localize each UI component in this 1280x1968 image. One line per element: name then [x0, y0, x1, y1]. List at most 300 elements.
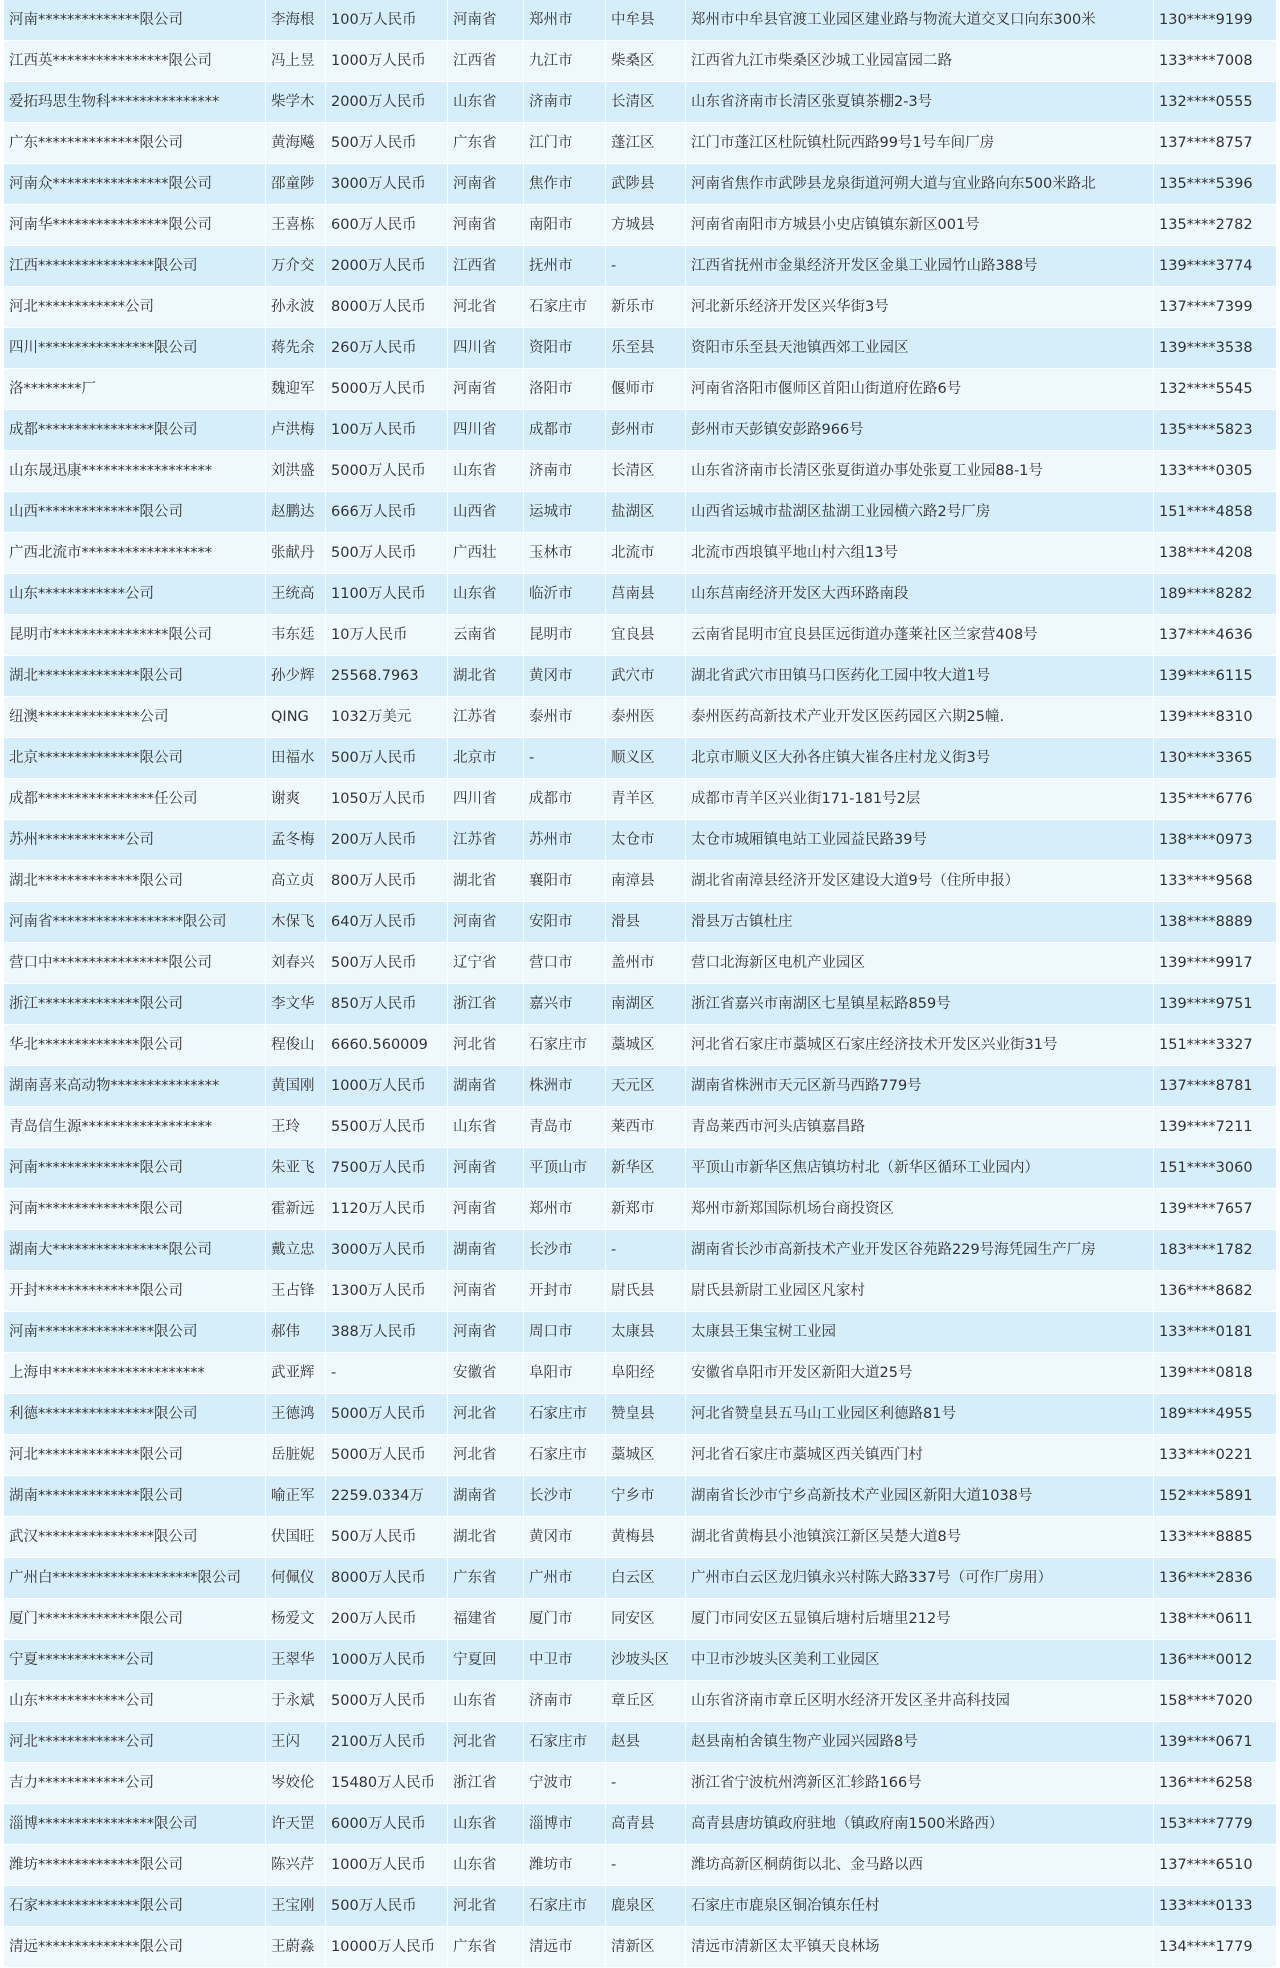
legal-representative-cell: 高立贞	[266, 861, 326, 902]
company-name-cell: 潍坊**************限公司	[4, 1845, 266, 1886]
table-row	[4, 738, 1276, 779]
district-cell: 柴桑区	[606, 41, 686, 82]
province-cell: 湖南省	[448, 1230, 524, 1271]
district-cell: 南漳县	[606, 861, 686, 902]
address-cell: 青岛莱西市河头店镇嘉昌路	[686, 1107, 1154, 1148]
city-cell: 青岛市	[524, 1107, 606, 1148]
legal-representative-cell: 武亚辉	[266, 1353, 326, 1394]
phone-cell: 139****7211	[1154, 1107, 1276, 1148]
legal-representative-cell: 谢爽	[266, 779, 326, 820]
province-cell: 河北省	[448, 1025, 524, 1066]
province-cell: 广西壮	[448, 533, 524, 574]
district-cell: 盐湖区	[606, 492, 686, 533]
registered-capital-cell: 500万人民币	[326, 738, 448, 779]
district-cell: 乐至县	[606, 328, 686, 369]
district-cell: -	[606, 1845, 686, 1886]
address-cell: 湖南省长沙市宁乡高新技术产业园区新阳大道1038号	[686, 1476, 1154, 1517]
table-row	[4, 1394, 1276, 1435]
legal-representative-cell: 霍新远	[266, 1189, 326, 1230]
address-cell: 江门市蓬江区杜阮镇杜阮西路99号1号车间厂房	[686, 123, 1154, 164]
company-name-cell: 山东晟迅康******************	[4, 451, 266, 492]
province-cell: 河南省	[448, 1312, 524, 1353]
city-cell: 江门市	[524, 123, 606, 164]
legal-representative-cell: 孙永波	[266, 287, 326, 328]
registered-capital-cell: 8000万人民币	[326, 1558, 448, 1599]
registered-capital-cell: 640万人民币	[326, 902, 448, 943]
legal-representative-cell: 王闪	[266, 1722, 326, 1763]
company-name-cell: 爱拓玛思生物科***************	[4, 82, 266, 123]
table-row	[4, 451, 1276, 492]
district-cell: 鹿泉区	[606, 1886, 686, 1927]
registered-capital-cell: 1300万人民币	[326, 1271, 448, 1312]
company-name-cell: 华北**************限公司	[4, 1025, 266, 1066]
city-cell: 抚州市	[524, 246, 606, 287]
legal-representative-cell: 黄海飚	[266, 123, 326, 164]
province-cell: 湖北省	[448, 861, 524, 902]
address-cell: 江西省九江市柴桑区沙城工业园富园二路	[686, 41, 1154, 82]
table-row	[4, 1599, 1276, 1640]
city-cell: 运城市	[524, 492, 606, 533]
registered-capital-cell: 2000万人民币	[326, 246, 448, 287]
city-cell: 资阳市	[524, 328, 606, 369]
phone-cell: 158****7020	[1154, 1681, 1276, 1722]
province-cell: 河北省	[448, 1722, 524, 1763]
phone-cell: 135****2782	[1154, 205, 1276, 246]
address-cell: 石家庄市鹿泉区铜冶镇东任村	[686, 1886, 1154, 1927]
company-name-cell: 河南省******************限公司	[4, 902, 266, 943]
city-cell: 宁波市	[524, 1763, 606, 1804]
table-row	[4, 1189, 1276, 1230]
company-name-cell: 浙江**************限公司	[4, 984, 266, 1025]
company-name-cell: 山西**************限公司	[4, 492, 266, 533]
phone-cell: 134****1779	[1154, 1927, 1276, 1968]
district-cell: 藁城区	[606, 1435, 686, 1476]
address-cell: 彭州市天彭镇安彭路966号	[686, 410, 1154, 451]
address-cell: 河北省赞皇县五马山工业园区利德路81号	[686, 1394, 1154, 1435]
company-name-cell: 河南众****************限公司	[4, 164, 266, 205]
table-row	[4, 1230, 1276, 1271]
registered-capital-cell: 200万人民币	[326, 820, 448, 861]
district-cell: 尉氏县	[606, 1271, 686, 1312]
city-cell: 九江市	[524, 41, 606, 82]
province-cell: 河南省	[448, 369, 524, 410]
phone-cell: 133****7008	[1154, 41, 1276, 82]
company-name-cell: 广东**************限公司	[4, 123, 266, 164]
district-cell: 长清区	[606, 451, 686, 492]
district-cell: 宁乡市	[606, 1476, 686, 1517]
district-cell: 阜阳经	[606, 1353, 686, 1394]
table-row	[4, 861, 1276, 902]
table-row	[4, 1927, 1276, 1968]
city-cell: 成都市	[524, 410, 606, 451]
phone-cell: 135****5823	[1154, 410, 1276, 451]
company-name-cell: 武汉****************限公司	[4, 1517, 266, 1558]
company-name-cell: 四川****************限公司	[4, 328, 266, 369]
company-name-cell: 江西****************限公司	[4, 246, 266, 287]
registered-capital-cell: 8000万人民币	[326, 287, 448, 328]
table-row	[4, 984, 1276, 1025]
phone-cell: 183****1782	[1154, 1230, 1276, 1271]
district-cell: 沙坡头区	[606, 1640, 686, 1681]
address-cell: 郑州市中牟县官渡工业园区建业路与物流大道交叉口向东300米	[686, 0, 1154, 41]
province-cell: 北京市	[448, 738, 524, 779]
phone-cell: 139****6115	[1154, 656, 1276, 697]
district-cell: 清新区	[606, 1927, 686, 1968]
province-cell: 四川省	[448, 328, 524, 369]
address-cell: 北京市顺义区大孙各庄镇大崔各庄村龙义街3号	[686, 738, 1154, 779]
province-cell: 山东省	[448, 82, 524, 123]
address-cell: 泰州医药高新技术产业开发区医药园区六期25幢.	[686, 697, 1154, 738]
address-cell: 资阳市乐至县天池镇西郊工业园区	[686, 328, 1154, 369]
address-cell: 厦门市同安区五显镇后塘村后塘里212号	[686, 1599, 1154, 1640]
district-cell: 顺义区	[606, 738, 686, 779]
legal-representative-cell: 杨爱文	[266, 1599, 326, 1640]
legal-representative-cell: 郝伟	[266, 1312, 326, 1353]
phone-cell: 137****6510	[1154, 1845, 1276, 1886]
table-row	[4, 902, 1276, 943]
legal-representative-cell: 柴学木	[266, 82, 326, 123]
table-row	[4, 123, 1276, 164]
address-cell: 滑县万古镇杜庄	[686, 902, 1154, 943]
city-cell: 济南市	[524, 1681, 606, 1722]
province-cell: 山东省	[448, 1107, 524, 1148]
table-row	[4, 410, 1276, 451]
province-cell: 浙江省	[448, 984, 524, 1025]
address-cell: 河南省焦作市武陟县龙泉街道河朔大道与宜业路向东500米路北	[686, 164, 1154, 205]
company-name-cell: 洛********厂	[4, 369, 266, 410]
legal-representative-cell: 王玲	[266, 1107, 326, 1148]
table-row	[4, 1763, 1276, 1804]
phone-cell: 130****9199	[1154, 0, 1276, 41]
city-cell: 安阳市	[524, 902, 606, 943]
district-cell: 高青县	[606, 1804, 686, 1845]
legal-representative-cell: 卢洪梅	[266, 410, 326, 451]
company-name-cell: 清远**************限公司	[4, 1927, 266, 1968]
phone-cell: 137****8757	[1154, 123, 1276, 164]
province-cell: 云南省	[448, 615, 524, 656]
legal-representative-cell: 伏国旺	[266, 1517, 326, 1558]
legal-representative-cell: 戴立忠	[266, 1230, 326, 1271]
registered-capital-cell: 2259.0334万	[326, 1476, 448, 1517]
legal-representative-cell: 韦东廷	[266, 615, 326, 656]
city-cell: 周口市	[524, 1312, 606, 1353]
district-cell: 蓬江区	[606, 123, 686, 164]
district-cell: 盖州市	[606, 943, 686, 984]
legal-representative-cell: 魏迎军	[266, 369, 326, 410]
table-row	[4, 1886, 1276, 1927]
phone-cell: 133****0221	[1154, 1435, 1276, 1476]
legal-representative-cell: 木保飞	[266, 902, 326, 943]
district-cell: 南湖区	[606, 984, 686, 1025]
phone-cell: 153****7779	[1154, 1804, 1276, 1845]
registered-capital-cell: 5500万人民币	[326, 1107, 448, 1148]
legal-representative-cell: 田福水	[266, 738, 326, 779]
company-name-cell: 湖南喜来高动物***************	[4, 1066, 266, 1107]
company-name-cell: 上海申*********************	[4, 1353, 266, 1394]
address-cell: 江西省抚州市金巢经济开发区金巢工业园竹山路388号	[686, 246, 1154, 287]
district-cell: 藁城区	[606, 1025, 686, 1066]
district-cell: -	[606, 246, 686, 287]
city-cell: 临沂市	[524, 574, 606, 615]
company-name-cell: 江西英****************限公司	[4, 41, 266, 82]
district-cell: 莒南县	[606, 574, 686, 615]
legal-representative-cell: 何佩仪	[266, 1558, 326, 1599]
province-cell: 山西省	[448, 492, 524, 533]
registered-capital-cell: 100万人民币	[326, 0, 448, 41]
legal-representative-cell: 王蔚淼	[266, 1927, 326, 1968]
district-cell: 方城县	[606, 205, 686, 246]
province-cell: 河南省	[448, 205, 524, 246]
province-cell: 江西省	[448, 246, 524, 287]
table-row	[4, 205, 1276, 246]
legal-representative-cell: 王翠华	[266, 1640, 326, 1681]
city-cell: 长沙市	[524, 1230, 606, 1271]
table-row	[4, 697, 1276, 738]
table-row	[4, 328, 1276, 369]
company-name-cell: 吉力************公司	[4, 1763, 266, 1804]
phone-cell: 151****3327	[1154, 1025, 1276, 1066]
legal-representative-cell: 孟冬梅	[266, 820, 326, 861]
province-cell: 山东省	[448, 574, 524, 615]
phone-cell: 132****0555	[1154, 82, 1276, 123]
company-name-cell: 昆明市****************限公司	[4, 615, 266, 656]
registered-capital-cell: 1120万人民币	[326, 1189, 448, 1230]
company-name-cell: 河南**************限公司	[4, 1189, 266, 1230]
phone-cell: 137****7399	[1154, 287, 1276, 328]
phone-cell: 133****0133	[1154, 1886, 1276, 1927]
district-cell: 武穴市	[606, 656, 686, 697]
address-cell: 湖北省黄梅县小池镇滨江新区吴楚大道8号	[686, 1517, 1154, 1558]
district-cell: 新郑市	[606, 1189, 686, 1230]
company-name-cell: 河北************公司	[4, 1722, 266, 1763]
company-name-cell: 厦门**************限公司	[4, 1599, 266, 1640]
registered-capital-cell: 1032万美元	[326, 697, 448, 738]
province-cell: 江西省	[448, 41, 524, 82]
registered-capital-cell: 6660.560009	[326, 1025, 448, 1066]
district-cell: -	[606, 1763, 686, 1804]
district-cell: 黄梅县	[606, 1517, 686, 1558]
phone-cell: 138****0611	[1154, 1599, 1276, 1640]
city-cell: 阜阳市	[524, 1353, 606, 1394]
table-row	[4, 492, 1276, 533]
province-cell: 山东省	[448, 1681, 524, 1722]
district-cell: 青羊区	[606, 779, 686, 820]
phone-cell: 138****4208	[1154, 533, 1276, 574]
province-cell: 江苏省	[448, 820, 524, 861]
district-cell: 宜良县	[606, 615, 686, 656]
company-name-cell: 广西北流市******************	[4, 533, 266, 574]
table-row	[4, 1558, 1276, 1599]
registered-capital-cell: 500万人民币	[326, 1517, 448, 1558]
registered-capital-cell: 25568.7963	[326, 656, 448, 697]
company-name-cell: 河南****************限公司	[4, 1312, 266, 1353]
address-cell: 郑州市新郑国际机场台商投资区	[686, 1189, 1154, 1230]
province-cell: 山东省	[448, 451, 524, 492]
district-cell: 北流市	[606, 533, 686, 574]
legal-representative-cell: 刘洪盛	[266, 451, 326, 492]
province-cell: 河北省	[448, 1394, 524, 1435]
registered-capital-cell: 1050万人民币	[326, 779, 448, 820]
province-cell: 福建省	[448, 1599, 524, 1640]
registered-capital-cell: 600万人民币	[326, 205, 448, 246]
company-name-cell: 北京**************限公司	[4, 738, 266, 779]
phone-cell: 139****3538	[1154, 328, 1276, 369]
phone-cell: 139****0671	[1154, 1722, 1276, 1763]
district-cell: 长清区	[606, 82, 686, 123]
table-row	[4, 1476, 1276, 1517]
province-cell: 安徽省	[448, 1353, 524, 1394]
registered-capital-cell: 200万人民币	[326, 1599, 448, 1640]
city-cell: 石家庄市	[524, 1435, 606, 1476]
registered-capital-cell: 3000万人民币	[326, 1230, 448, 1271]
legal-representative-cell: 蒋先余	[266, 328, 326, 369]
table-row	[4, 1066, 1276, 1107]
district-cell: 武陟县	[606, 164, 686, 205]
province-cell: 河北省	[448, 1435, 524, 1476]
registered-capital-cell: 500万人民币	[326, 943, 448, 984]
address-cell: 赵县南柏舍镇生物产业园兴园路8号	[686, 1722, 1154, 1763]
address-cell: 河南省洛阳市偃师区首阳山街道府佐路6号	[686, 369, 1154, 410]
address-cell: 河北省石家庄市藁城区石家庄经济技术开发区兴业街31号	[686, 1025, 1154, 1066]
district-cell: 泰州医	[606, 697, 686, 738]
legal-representative-cell: 喻正军	[266, 1476, 326, 1517]
table-row	[4, 1681, 1276, 1722]
address-cell: 营口北海新区电机产业园区	[686, 943, 1154, 984]
district-cell: -	[606, 1230, 686, 1271]
phone-cell: 133****0305	[1154, 451, 1276, 492]
city-cell: 淄博市	[524, 1804, 606, 1845]
registered-capital-cell: -	[326, 1353, 448, 1394]
phone-cell: 136****8682	[1154, 1271, 1276, 1312]
address-cell: 清远市清新区太平镇天良林场	[686, 1927, 1154, 1968]
phone-cell: 151****3060	[1154, 1148, 1276, 1189]
district-cell: 同安区	[606, 1599, 686, 1640]
table-row	[4, 1107, 1276, 1148]
city-cell: 中卫市	[524, 1640, 606, 1681]
company-name-cell: 开封**************限公司	[4, 1271, 266, 1312]
province-cell: 山东省	[448, 1804, 524, 1845]
legal-representative-cell: 岳脏妮	[266, 1435, 326, 1476]
registered-capital-cell: 5000万人民币	[326, 451, 448, 492]
address-cell: 浙江省嘉兴市南湖区七星镇星耘路859号	[686, 984, 1154, 1025]
registered-capital-cell: 5000万人民币	[326, 1394, 448, 1435]
registered-capital-cell: 3000万人民币	[326, 164, 448, 205]
city-cell: 嘉兴市	[524, 984, 606, 1025]
district-cell: 彭州市	[606, 410, 686, 451]
city-cell: 长沙市	[524, 1476, 606, 1517]
registered-capital-cell: 5000万人民币	[326, 369, 448, 410]
city-cell: 营口市	[524, 943, 606, 984]
company-name-cell: 河北************公司	[4, 287, 266, 328]
phone-cell: 133****9568	[1154, 861, 1276, 902]
company-name-cell: 山东************公司	[4, 574, 266, 615]
phone-cell: 132****5545	[1154, 369, 1276, 410]
phone-cell: 151****4858	[1154, 492, 1276, 533]
phone-cell: 137****8781	[1154, 1066, 1276, 1107]
table-row	[4, 1722, 1276, 1763]
registered-capital-cell: 800万人民币	[326, 861, 448, 902]
province-cell: 河南省	[448, 902, 524, 943]
city-cell: 洛阳市	[524, 369, 606, 410]
legal-representative-cell: 万介交	[266, 246, 326, 287]
phone-cell: 130****3365	[1154, 738, 1276, 779]
address-cell: 山东省济南市章丘区明水经济开发区圣井高科技园	[686, 1681, 1154, 1722]
legal-representative-cell: 王统高	[266, 574, 326, 615]
legal-representative-cell: 张献丹	[266, 533, 326, 574]
province-cell: 江苏省	[448, 697, 524, 738]
registered-capital-cell: 850万人民币	[326, 984, 448, 1025]
registered-capital-cell: 2000万人民币	[326, 82, 448, 123]
address-cell: 安徽省阜阳市开发区新阳大道25号	[686, 1353, 1154, 1394]
address-cell: 潍坊高新区桐荫街以北、金马路以西	[686, 1845, 1154, 1886]
phone-cell: 136****6258	[1154, 1763, 1276, 1804]
district-cell: 赞皇县	[606, 1394, 686, 1435]
phone-cell: 135****6776	[1154, 779, 1276, 820]
registered-capital-cell: 1000万人民币	[326, 41, 448, 82]
city-cell: 潍坊市	[524, 1845, 606, 1886]
registered-capital-cell: 7500万人民币	[326, 1148, 448, 1189]
city-cell: 石家庄市	[524, 1394, 606, 1435]
province-cell: 山东省	[448, 1845, 524, 1886]
phone-cell: 133****0181	[1154, 1312, 1276, 1353]
city-cell: 黄冈市	[524, 1517, 606, 1558]
table-row	[4, 1804, 1276, 1845]
table-row	[4, 369, 1276, 410]
province-cell: 湖南省	[448, 1476, 524, 1517]
table-row	[4, 533, 1276, 574]
table-row	[4, 943, 1276, 984]
company-name-cell: 湖南大****************限公司	[4, 1230, 266, 1271]
phone-cell: 189****4955	[1154, 1394, 1276, 1435]
phone-cell: 139****0818	[1154, 1353, 1276, 1394]
city-cell: 郑州市	[524, 1189, 606, 1230]
registered-capital-cell: 260万人民币	[326, 328, 448, 369]
legal-representative-cell: 王占锋	[266, 1271, 326, 1312]
company-name-cell: 纽澳**************公司	[4, 697, 266, 738]
province-cell: 广东省	[448, 1927, 524, 1968]
registered-capital-cell: 500万人民币	[326, 1886, 448, 1927]
phone-cell: 189****8282	[1154, 574, 1276, 615]
district-cell: 赵县	[606, 1722, 686, 1763]
address-cell: 湖北省南漳县经济开发区建设大道9号（住所申报）	[686, 861, 1154, 902]
district-cell: 偃师市	[606, 369, 686, 410]
province-cell: 湖北省	[448, 1517, 524, 1558]
table-row	[4, 574, 1276, 615]
address-cell: 成都市青羊区兴业街171-181号2层	[686, 779, 1154, 820]
district-cell: 太康县	[606, 1312, 686, 1353]
phone-cell: 135****5396	[1154, 164, 1276, 205]
table-row	[4, 1271, 1276, 1312]
legal-representative-cell: 许天罡	[266, 1804, 326, 1845]
province-cell: 辽宁省	[448, 943, 524, 984]
city-cell: 济南市	[524, 451, 606, 492]
registered-capital-cell: 500万人民币	[326, 123, 448, 164]
legal-representative-cell: 王德鸿	[266, 1394, 326, 1435]
table-row	[4, 1025, 1276, 1066]
legal-representative-cell: 岑姣伦	[266, 1763, 326, 1804]
registered-capital-cell: 1100万人民币	[326, 574, 448, 615]
city-cell: 开封市	[524, 1271, 606, 1312]
table-row	[4, 1845, 1276, 1886]
province-cell: 广东省	[448, 1558, 524, 1599]
legal-representative-cell: 于永斌	[266, 1681, 326, 1722]
company-name-cell: 湖南**************限公司	[4, 1476, 266, 1517]
city-cell: 黄冈市	[524, 656, 606, 697]
table-row	[4, 1353, 1276, 1394]
city-cell: 济南市	[524, 82, 606, 123]
company-name-cell: 湖北**************限公司	[4, 656, 266, 697]
city-cell: 石家庄市	[524, 1886, 606, 1927]
